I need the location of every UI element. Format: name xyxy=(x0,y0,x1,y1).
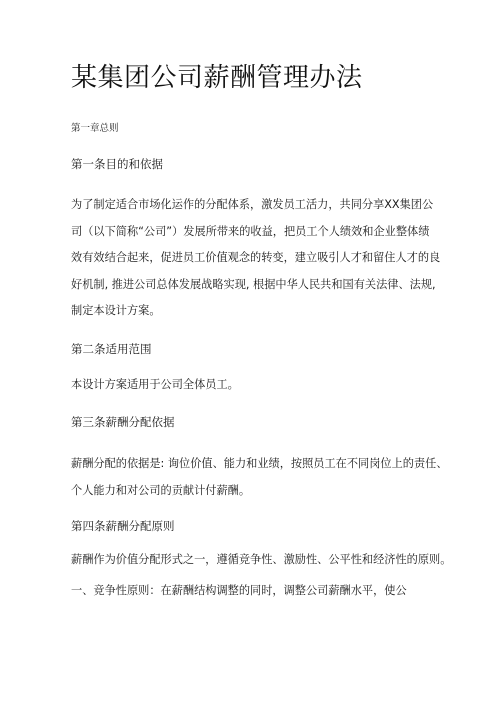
article-4-item-1: 一、竞争性原则：在薪酬结构调整的同时，调整公司薪酬水平，使公 xyxy=(71,584,407,597)
paragraph-line: 效有效结合起来，促进员工价值观念的转变，建立吸引人才和留住人才的良 xyxy=(71,251,441,264)
paragraph-line: 好机制, 推进公司总体发展战略实现, 根据中华人民共和国有关法律、法规, xyxy=(71,277,436,291)
article-3-paragraph xyxy=(71,455,448,508)
paragraph-line: 个人能力和对公司的贡献计付薪酬。 xyxy=(71,483,251,497)
article-4-text: 薪酬作为价值分配形式之一，遵循竞争性、激励性、公平性和经济性的原则。 xyxy=(71,553,452,566)
article-1-paragraph xyxy=(71,196,441,329)
document-title: 某集团公司薪酬管理办法 xyxy=(71,63,363,93)
article-3-heading: 第三条薪酬分配依据 xyxy=(71,415,175,429)
chapter-heading: 第一章总则 xyxy=(71,123,119,134)
paragraph-line: 制定本设计方案。 xyxy=(71,304,161,317)
article-1-heading: 第一条目的和依据 xyxy=(71,157,163,171)
article-2-heading: 第二条适用范围 xyxy=(71,342,152,356)
paragraph-line: 为了制定适合市场化运作的分配体系，激发员工活力，共同分享XX集团公 xyxy=(71,198,434,211)
article-2-text: 本设计方案适用于公司全体员工。 xyxy=(71,378,239,391)
paragraph-line: 司（以下简称“公司”）发展所带来的收益，把员工个人绩效和企业整体绩 xyxy=(71,224,430,238)
article-4-heading: 第四条薪酬分配原则 xyxy=(71,519,175,533)
paragraph-line: 薪酬分配的依据是: 询位价值、能力和业绩，按照员工在不同岗位上的责任、 xyxy=(71,457,448,470)
